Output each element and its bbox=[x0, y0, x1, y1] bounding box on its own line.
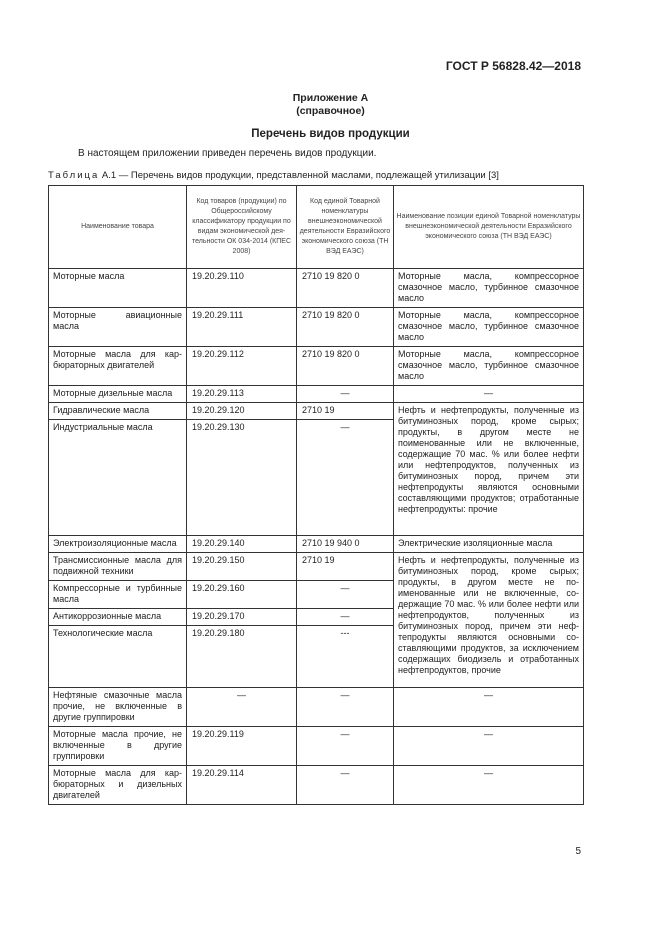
product-name: Компрессорные и турбинные масла bbox=[49, 581, 187, 609]
okpd-code: 19.20.29.119 bbox=[187, 727, 297, 766]
tnved-description: Моторные масла, компрессорное смазочное масло, турбинное смазочное масло bbox=[394, 347, 584, 386]
okpd-code: 19.20.29.140 bbox=[187, 536, 297, 553]
product-name: Индустриальные масла bbox=[49, 420, 187, 536]
okpd-code: 19.20.29.114 bbox=[187, 766, 297, 805]
product-name: Моторные масла bbox=[49, 269, 187, 308]
table-caption-prefix: Таблица bbox=[48, 170, 100, 181]
okpd-code: 19.20.29.113 bbox=[187, 386, 297, 403]
standard-number: ГОСТ Р 56828.42—2018 bbox=[445, 59, 581, 73]
table-row bbox=[49, 347, 584, 386]
tnved-description: Моторные масла, компрессорное смазочное масло, турбинное смазочное масло bbox=[394, 269, 584, 308]
tnved-code: — bbox=[297, 727, 394, 766]
okpd-code: 19.20.29.170 bbox=[187, 609, 297, 626]
intro-text: В настоящем приложении приведен перечень видов продукции. bbox=[78, 148, 377, 159]
table-row bbox=[49, 766, 584, 805]
table-header-row bbox=[49, 186, 584, 269]
appendix-title: Приложение А bbox=[292, 92, 369, 104]
tnved-code: — bbox=[297, 766, 394, 805]
okpd-code: 19.20.29.160 bbox=[187, 581, 297, 609]
header-tnved-code: Код единой Товарной номенклатуры внешнеэкономической деятельности Евразийского экономического союза (ТН ВЭД ЕАЭС) bbox=[297, 186, 394, 269]
tnved-description: Нефть и нефтепродукты, полученные из битуминозных пород, кроме сырых; продукты, в другом месте не поименованные или не включенные, содержащие 70 мас. % или более нефти или нефтепродуктов, полученных из битуминозных пород, причем эти нефтепродукты являются основными составляющими продуктов, за исключением содержащих биодизель и отработанных нефтепродуктов, прочие bbox=[394, 553, 584, 688]
header-product-name: Наименование товара bbox=[49, 186, 187, 269]
table-row bbox=[49, 688, 584, 727]
okpd-code: — bbox=[187, 688, 297, 727]
tnved-code: — bbox=[297, 386, 394, 403]
products-table bbox=[48, 185, 584, 805]
tnved-code: — bbox=[297, 581, 394, 609]
section-title: Перечень видов продукции bbox=[251, 128, 410, 140]
okpd-code: 19.20.29.111 bbox=[187, 308, 297, 347]
okpd-code: 19.20.29.130 bbox=[187, 420, 297, 536]
product-name: Антикоррозионные масла bbox=[49, 609, 187, 626]
tnved-code: 2710 19 820 0 bbox=[297, 347, 394, 386]
table-row bbox=[49, 269, 584, 308]
product-name: Трансмиссионные масла для подвижной техники bbox=[49, 553, 187, 581]
product-name: Моторные масла прочие, не включенные в другие группировки bbox=[49, 727, 187, 766]
tnved-code: — bbox=[297, 420, 394, 536]
tnved-code: 2710 19 820 0 bbox=[297, 308, 394, 347]
tnved-description: Нефть и нефтепродукты, полученные из битуминозных пород, кроме сырых; продукты, в другом месте не поименованные или не включенные, содержащие 70 мас. % или более нефти или нефтепродуктов, полученных из битуминозных пород, причем эти нефтепродукты являются основными составляющими продуктов; отработанные нефтепродукты: прочие bbox=[394, 403, 584, 536]
okpd-code: 19.20.29.150 bbox=[187, 553, 297, 581]
product-name: Гидравлические масла bbox=[49, 403, 187, 420]
table-row bbox=[49, 536, 584, 553]
table-row bbox=[49, 553, 584, 581]
tnved-description: — bbox=[394, 688, 584, 727]
tnved-description: Моторные масла, компрессорное смазочное масло, турбинное смазочное масло bbox=[394, 308, 584, 347]
tnved-code: 2710 19 bbox=[297, 403, 394, 420]
tnved-code: 2710 19 940 0 bbox=[297, 536, 394, 553]
product-name: Моторные масла для карбюраторных и дизельных двигателей bbox=[49, 766, 187, 805]
header-tnved-name: Наименование позиции единой Товарной номенклатуры внешнеэкономической деятельности Евразийского экономического союза (ТН ВЭД ЕАЭС) bbox=[394, 186, 584, 269]
tnved-code: 2710 19 bbox=[297, 553, 394, 581]
tnved-description: Электрические изоляционные масла bbox=[394, 536, 584, 553]
tnved-code: — bbox=[297, 609, 394, 626]
tnved-code: --- bbox=[297, 626, 394, 688]
header-okpd-code: Код товаров (продукции) по Общероссийскому классификатору продукции по видам экономической деятельности ОК 034-2014 (КПЕС 2008) bbox=[187, 186, 297, 269]
okpd-code: 19.20.29.180 bbox=[187, 626, 297, 688]
product-name: Электроизоляционные масла bbox=[49, 536, 187, 553]
appendix-heading bbox=[0, 92, 661, 118]
product-name: Нефтяные смазочные масла прочие, не включенные в другие группировки bbox=[49, 688, 187, 727]
table-row bbox=[49, 386, 584, 403]
tnved-description: — bbox=[394, 766, 584, 805]
tnved-description: — bbox=[394, 386, 584, 403]
tnved-description: — bbox=[394, 727, 584, 766]
okpd-code: 19.20.29.120 bbox=[187, 403, 297, 420]
product-name: Моторные дизельные масла bbox=[49, 386, 187, 403]
table-row bbox=[49, 403, 584, 420]
appendix-subtitle: (справочное) bbox=[296, 105, 365, 117]
product-name: Моторные авиационные масла bbox=[49, 308, 187, 347]
page-number: 5 bbox=[575, 846, 581, 857]
okpd-code: 19.20.29.112 bbox=[187, 347, 297, 386]
table-caption-text: А.1 — Перечень видов продукции, представленной маслами, подлежащей утилизации [3] bbox=[101, 170, 499, 181]
product-name: Технологические масла bbox=[49, 626, 187, 688]
table-row bbox=[49, 308, 584, 347]
tnved-code: — bbox=[297, 688, 394, 727]
table-caption bbox=[48, 170, 499, 181]
product-name: Моторные масла для карбюраторных двигателей bbox=[49, 347, 187, 386]
okpd-code: 19.20.29.110 bbox=[187, 269, 297, 308]
tnved-code: 2710 19 820 0 bbox=[297, 269, 394, 308]
table-row bbox=[49, 727, 584, 766]
